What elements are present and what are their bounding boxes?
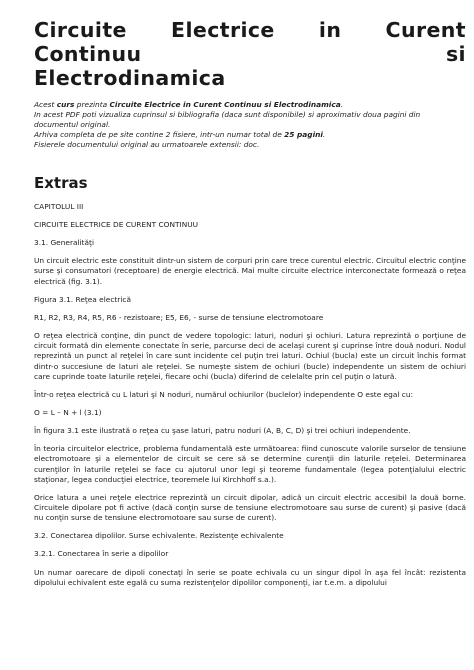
intro-bold-title: Circuite Electrice in Curent Continuu si Electrodinamica [109,100,341,109]
equation: O = L – N + l (3.1) [34,407,102,417]
intro-line-extensions: Fisierele documentului original au urmatoarele extensii: doc. [34,140,260,149]
intro-line-archive [34,130,466,140]
figure-caption: Figura 3.1. Reţea electrică [34,294,131,304]
body-paragraph: Un circuit electric este constituit dintr-un sistem de corpuri prin care trece curentul electric. Circuitul electric conţine surse şi consumatori (receptoare) de energie electrică. Mai multe circuite electrice interconectate formează o reţea electrică (fig. 3.1). [34,256,466,286]
intro-text: Arhiva completa de pe site contine 2 fisiere, intr-un numar total de [34,130,285,139]
extras-heading: Extras [34,174,88,192]
intro-block [34,100,466,150]
chapter-title: CIRCUITE ELECTRICE DE CURENT CONTINUU [34,220,199,230]
intro-line-course [34,100,466,110]
title-line-2: Electrodinamica [34,66,226,90]
body-paragraph: Un numar oarecare de dipoli conectaţi în serie se poate echivala cu un singur dipol în aşa fel încât: rezistenta dipolului echivalent este egală cu suma rezistenţelor dipolilor componenţi, iar t.e.m. a dipolului [34,567,466,587]
subsection-heading: 3.2.1. Conectarea în serie a dipolilor [34,549,169,559]
document-title [34,18,466,90]
intro-line-pdf: In acest PDF poti vizualiza cuprinsul si bibliografia (daca sunt disponibile) si aproximativ doua pagini din documentul original. [34,110,421,129]
body-paragraph: În teoria circuitelor electrice, problema fundamentală este următoarea: fiind cunoscute valorile surselor de tensiune electromotoare şi a elementelor de circuit se cere să se determine curenţii din laturile reţelei. Determinarea curenţilor în laturile reţelei se face cu ajutorul unor legi şi teoreme fundamentale (legea potenţialului electric staţionar, legea conducţiei electrice, teoremele lui Kirchhoff s.a.). [34,444,466,484]
intro-text: . [340,100,344,109]
figure-legend: R1, R2, R3, R4, R5, R6 - rezistoare; E5, E6, - surse de tensiune electromotoare [34,312,324,322]
body-paragraph: O reţea electrică conţine, din punct de vedere topologic: laturi, noduri şi ochiuri. Latura reprezintă o porţiune de circuit formată din elemente conectate în serie, parcurse deci de acelaşi curent şi cuprinse între două noduri. Nodul reprezintă un punct al reţelei în care sunt incidente cel puţin trei laturi. Ochiul (bucla) este un circuit închis format dintr-o succesiune de laturi ale reţelei. Se numeşte sistem de ochiuri (bucle) independente un sistem de ochiuri care cuprinde toate laturile reţelei, fiecare ochi (bucla) diferind de celelalte prin cel puţin o latură. [34,330,466,381]
body-paragraph: În figura 3.1 este ilustrată o reţea cu şase laturi, patru noduri (A, B, C, D) şi trei ochiuri independente. [34,426,411,436]
intro-text: prezinta [74,100,110,109]
body-paragraph: Într-o reţea electrică cu L laturi şi N noduri, numărul ochiurilor (buclelor) independente O este egal cu: [34,389,413,399]
section-heading: 3.2. Conectarea dipolilor. Surse echivalente. Rezistenţe echivalente [34,531,284,541]
intro-text: Acest [34,100,57,109]
chapter-label: CAPITOLUL III [34,202,84,211]
intro-bold-pages: 25 pagini [284,130,323,139]
document-body [34,202,466,588]
title-line-1: Circuite Electrice in Curent Continuu si [34,18,466,66]
body-paragraph: Orice latura a unei reţele electrice reprezintă un circuit dipolar, adică un circuit electric accesibil la două borne. Circuitele dipolare pot fi active (dacă conţin surse de tensiune electromotoare sau surse de curent) şi pasive (dacă nu conţin surse de tensiune electromotoare sau surse de curent). [34,492,466,523]
section-heading: 3.1. Generalităţi [34,238,95,248]
intro-bold-course: curs [56,100,75,109]
intro-text: . [322,130,326,139]
